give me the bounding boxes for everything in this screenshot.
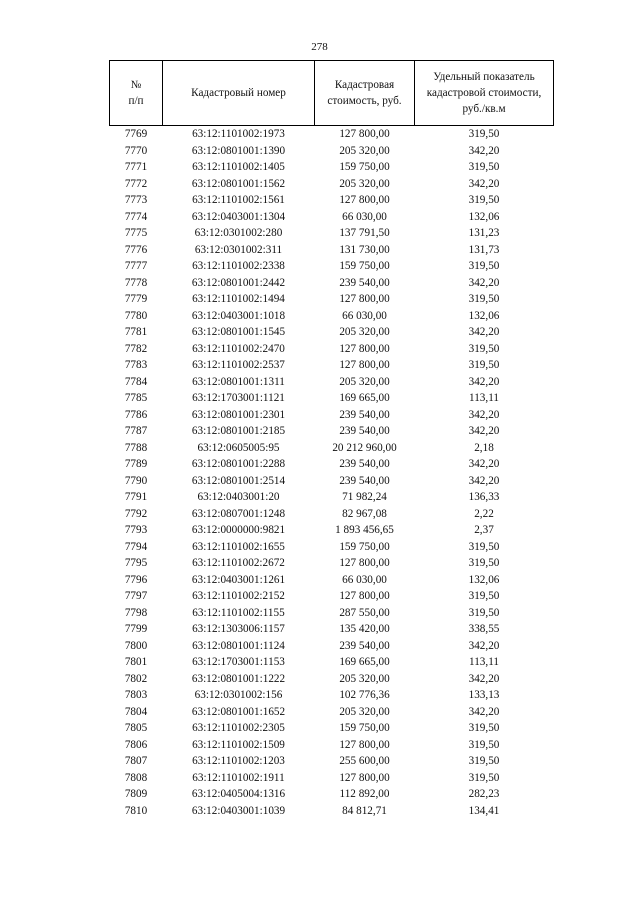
table-row <box>110 291 554 308</box>
specific-indicator-cell: 342,20 <box>468 177 500 190</box>
cadastral-value-cell: 239 540,00 <box>339 458 390 470</box>
cadastral-value-cell: 287 550,00 <box>339 606 390 619</box>
table-row <box>110 539 554 556</box>
specific-indicator-cell: 342,20 <box>468 425 500 437</box>
cadastral-number-cell: 63:12:1101002:2152 <box>192 590 285 602</box>
row-number-cell: 7775 <box>124 227 148 239</box>
cadastral-value-cell: 66 030,00 <box>342 210 387 223</box>
row-number-cell: 7776 <box>124 243 148 256</box>
header-cadastral-value: Кадастровая стоимость, руб. <box>315 61 415 126</box>
row-number-cell: 7792 <box>124 507 148 520</box>
row-number-cell: 7772 <box>124 177 148 190</box>
cadastral-value-cell: 1 893 456,65 <box>335 524 394 536</box>
cadastral-value-cell: 159 750,00 <box>339 260 390 272</box>
cadastral-value-cell: 239 540,00 <box>339 408 390 421</box>
row-number-cell: 7802 <box>124 672 148 685</box>
table-row <box>110 192 554 209</box>
header-number-sign: № <box>130 79 142 91</box>
table-row <box>110 242 554 259</box>
page-number: 278 <box>311 41 328 53</box>
cadastral-value-cell: 239 540,00 <box>339 639 390 652</box>
cadastral-value-cell: 71 982,24 <box>342 491 387 503</box>
table-row <box>110 374 554 391</box>
specific-indicator-cell: 319,50 <box>468 293 500 305</box>
table-row <box>110 159 554 176</box>
specific-indicator-cell: 342,20 <box>468 705 500 718</box>
cadastral-number-cell: 63:12:1101002:1405 <box>192 161 285 173</box>
row-number-cell: 7794 <box>124 540 148 553</box>
table-row <box>110 308 554 325</box>
cadastral-value-cell: 239 540,00 <box>339 474 390 487</box>
cadastral-value-cell: 135 420,00 <box>339 623 390 635</box>
row-number-cell: 7809 <box>124 788 148 800</box>
cadastral-number-cell: 63:12:0403001:1039 <box>191 804 286 817</box>
table-row <box>110 209 554 226</box>
specific-indicator-cell: 319,50 <box>468 161 500 173</box>
cadastral-value-cell: 205 320,00 <box>339 375 390 388</box>
table-row <box>110 588 554 605</box>
row-number-cell: 7784 <box>124 375 148 388</box>
row-number-cell: 7786 <box>124 408 148 421</box>
specific-indicator-cell: 342,20 <box>468 672 500 685</box>
specific-indicator-cell: 2,22 <box>474 507 494 520</box>
cadastral-value-cell: 131 730,00 <box>339 243 390 256</box>
specific-indicator-cell: 338,55 <box>468 623 500 635</box>
row-number-cell: 7806 <box>124 738 148 751</box>
table-row <box>110 506 554 523</box>
row-number-cell: 7799 <box>124 623 148 635</box>
specific-indicator-cell: 133,13 <box>468 689 500 701</box>
cadastral-number-cell: 63:12:1101002:2338 <box>192 260 285 272</box>
specific-indicator-cell: 342,20 <box>468 144 500 157</box>
row-number-cell: 7782 <box>124 342 148 355</box>
cadastral-number-cell: 63:12:0405004:1316 <box>191 788 286 800</box>
row-number-cell: 7800 <box>124 639 148 652</box>
row-number-cell: 7780 <box>124 309 148 322</box>
specific-indicator-cell: 2,18 <box>474 441 494 454</box>
table-row <box>110 770 554 787</box>
cadastral-value-cell: 205 320,00 <box>339 177 390 190</box>
specific-indicator-cell: 342,20 <box>468 375 500 388</box>
cadastral-number-cell: 63:12:0801001:1222 <box>191 672 286 685</box>
row-number-cell: 7796 <box>124 573 148 586</box>
row-number-cell: 7790 <box>124 474 148 487</box>
header-specific-indicator: Удельный показатель кадастровой стоимости, руб./кв.м <box>415 61 554 126</box>
specific-indicator-cell: 342,20 <box>468 474 500 487</box>
table-body <box>110 126 554 820</box>
table-row <box>110 671 554 688</box>
cadastral-number-cell: 63:12:0801001:2301 <box>191 408 286 421</box>
specific-indicator-cell: 319,50 <box>468 722 500 734</box>
cadastral-value-cell: 20 212 960,00 <box>332 441 397 454</box>
cadastral-number-cell: 63:12:0403001:1018 <box>191 309 286 322</box>
row-number-cell: 7787 <box>124 425 148 437</box>
cadastral-value-cell: 239 540,00 <box>339 425 390 437</box>
cadastral-value-cell: 112 892,00 <box>339 788 390 800</box>
cadastral-value-cell: 127 800,00 <box>339 738 390 751</box>
table-row <box>110 737 554 754</box>
row-number-cell: 7777 <box>124 260 148 272</box>
cadastral-value-cell: 205 320,00 <box>339 326 390 338</box>
cadastral-value-cell: 205 320,00 <box>339 672 390 685</box>
row-number-cell: 7789 <box>124 458 148 470</box>
table-row <box>110 357 554 374</box>
table-row <box>110 489 554 506</box>
cadastral-number-cell: 63:12:1101002:1203 <box>192 755 285 767</box>
specific-indicator-cell: 342,20 <box>468 639 500 652</box>
cadastral-number-cell: 63:12:1101002:1561 <box>192 194 285 206</box>
cadastral-value-cell: 127 800,00 <box>339 590 390 602</box>
specific-indicator-cell: 134,41 <box>468 804 500 817</box>
cadastral-number-cell: 63:12:1101002:2672 <box>192 557 285 569</box>
specific-indicator-cell: 342,20 <box>468 326 500 338</box>
table-row <box>110 753 554 770</box>
specific-indicator-cell: 319,50 <box>468 194 500 206</box>
specific-indicator-cell: 131,73 <box>468 243 500 256</box>
header-cadastral-number: Кадастровый номер <box>163 61 315 126</box>
table-row <box>110 638 554 655</box>
cadastral-number-cell: 63:12:0801001:1652 <box>191 705 286 718</box>
row-number-cell: 7770 <box>124 144 148 157</box>
cadastral-value-cell: 159 750,00 <box>339 161 390 173</box>
cadastral-number-cell: 63:12:1703001:1121 <box>192 392 285 404</box>
cadastral-number-cell: 63:12:1101002:1655 <box>192 540 285 553</box>
table-row <box>110 225 554 242</box>
row-number-cell: 7810 <box>124 804 148 817</box>
cadastral-number-cell: 63:12:1101002:1509 <box>192 738 285 751</box>
header-pp: п/п <box>128 95 144 107</box>
table-row <box>110 126 554 143</box>
table-row <box>110 324 554 341</box>
specific-indicator-cell: 319,50 <box>468 557 500 569</box>
cadastral-value-cell: 82 967,08 <box>342 507 387 520</box>
cadastral-value-cell: 66 030,00 <box>342 309 387 322</box>
cadastral-value-cell: 169 665,00 <box>339 656 390 668</box>
specific-indicator-cell: 131,23 <box>468 227 500 239</box>
cadastral-number-cell: 63:12:0801001:2514 <box>191 474 286 487</box>
specific-indicator-cell: 342,20 <box>468 458 500 470</box>
row-number-cell: 7771 <box>124 161 148 173</box>
cadastral-number-cell: 63:12:1303006:1157 <box>192 623 285 635</box>
row-number-cell: 7797 <box>124 590 148 602</box>
cadastral-number-cell: 63:12:1101002:1494 <box>192 293 285 305</box>
cadastral-value-cell: 169 665,00 <box>339 392 390 404</box>
table-row <box>110 621 554 638</box>
cadastral-number-cell: 63:12:0301002:156 <box>194 689 283 701</box>
row-number-cell: 7781 <box>124 326 148 338</box>
row-number-cell: 7803 <box>124 689 148 701</box>
table-row <box>110 572 554 589</box>
row-number-cell: 7804 <box>124 705 148 718</box>
cadastral-value-cell: 102 776,36 <box>339 689 390 701</box>
cadastral-number-cell: 63:12:0801001:2442 <box>191 276 286 289</box>
specific-indicator-cell: 282,23 <box>468 788 500 800</box>
cadastral-number-cell: 63:12:1101002:1973 <box>192 128 285 140</box>
cadastral-number-cell: 63:12:1703001:1153 <box>192 656 285 668</box>
cadastral-number-cell: 63:12:0801001:1390 <box>191 144 286 157</box>
cadastral-value-table <box>109 60 554 819</box>
cadastral-value-cell: 84 812,71 <box>342 804 387 817</box>
table-row <box>110 704 554 721</box>
row-number-cell: 7801 <box>124 656 148 668</box>
specific-indicator-cell: 136,33 <box>468 491 500 503</box>
specific-indicator-cell: 113,11 <box>469 392 499 404</box>
specific-indicator-cell: 319,50 <box>468 755 500 767</box>
row-number-cell: 7773 <box>124 194 148 206</box>
table-row <box>110 143 554 160</box>
row-number-cell: 7793 <box>124 524 148 536</box>
specific-indicator-cell: 132,06 <box>468 573 500 586</box>
row-number-cell: 7807 <box>124 755 148 767</box>
specific-indicator-cell: 319,50 <box>468 359 500 371</box>
specific-indicator-cell: 2,37 <box>474 524 494 536</box>
cadastral-value-cell: 127 800,00 <box>339 293 390 305</box>
table-row <box>110 456 554 473</box>
cadastral-number-cell: 63:12:1101002:2470 <box>192 342 285 355</box>
specific-indicator-cell: 132,06 <box>468 210 500 223</box>
specific-indicator-cell: 319,50 <box>468 738 500 751</box>
table-row <box>110 720 554 737</box>
row-number-cell: 7779 <box>124 293 148 305</box>
cadastral-value-cell: 127 800,00 <box>339 342 390 355</box>
cadastral-number-cell: 63:12:0807001:1248 <box>191 507 286 520</box>
table-row <box>110 423 554 440</box>
table-row <box>110 341 554 358</box>
cadastral-number-cell: 63:12:0801001:2185 <box>191 425 286 437</box>
specific-indicator-cell: 342,20 <box>468 276 500 289</box>
cadastral-number-cell: 63:12:0000000:9821 <box>191 524 286 536</box>
cadastral-number-cell: 63:12:0301002:311 <box>194 243 283 256</box>
row-number-cell: 7791 <box>124 491 148 503</box>
cadastral-value-cell: 205 320,00 <box>339 144 390 157</box>
table-row <box>110 440 554 457</box>
table-row <box>110 687 554 704</box>
row-number-cell: 7778 <box>124 276 148 289</box>
row-number-cell: 7805 <box>124 722 148 734</box>
cadastral-value-cell: 159 750,00 <box>339 722 390 734</box>
header-row-number <box>110 61 163 126</box>
specific-indicator-cell: 319,50 <box>468 260 500 272</box>
cadastral-value-cell: 127 800,00 <box>339 771 390 784</box>
table-row <box>110 605 554 622</box>
cadastral-number-cell: 63:12:0605005:95 <box>197 441 280 454</box>
cadastral-value-cell: 127 800,00 <box>339 557 390 569</box>
cadastral-number-cell: 63:12:1101002:1155 <box>192 606 285 619</box>
specific-indicator-cell: 319,50 <box>468 590 500 602</box>
cadastral-number-cell: 63:12:1101002:1911 <box>192 771 285 784</box>
cadastral-number-cell: 63:12:0403001:1304 <box>191 210 286 223</box>
row-number-cell: 7798 <box>124 606 148 619</box>
row-number-cell: 7785 <box>124 392 148 404</box>
row-number-cell: 7769 <box>124 128 148 140</box>
cadastral-number-cell: 63:12:0801001:1562 <box>191 177 286 190</box>
cadastral-value-cell: 255 600,00 <box>339 755 390 767</box>
cadastral-value-cell: 127 800,00 <box>339 359 390 371</box>
cadastral-value-cell: 127 800,00 <box>339 194 390 206</box>
cadastral-value-cell: 205 320,00 <box>339 705 390 718</box>
specific-indicator-cell: 319,50 <box>468 771 500 784</box>
cadastral-value-cell: 137 791,50 <box>339 227 390 239</box>
cadastral-value-cell: 239 540,00 <box>339 276 390 289</box>
table-row <box>110 258 554 275</box>
cadastral-value-cell: 66 030,00 <box>342 573 387 586</box>
cadastral-number-cell: 63:12:0801001:1124 <box>192 639 285 652</box>
table-row <box>110 803 554 820</box>
row-number-cell: 7808 <box>124 771 148 784</box>
row-number-cell: 7795 <box>124 557 148 569</box>
cadastral-number-cell: 63:12:0403001:20 <box>197 491 280 503</box>
table-row <box>110 176 554 193</box>
cadastral-number-cell: 63:12:0801001:1545 <box>191 326 286 338</box>
table-row <box>110 555 554 572</box>
specific-indicator-cell: 113,11 <box>469 656 499 668</box>
cadastral-number-cell: 63:12:0801001:2288 <box>191 458 286 470</box>
table-row <box>110 522 554 539</box>
cadastral-value-cell: 159 750,00 <box>339 540 390 553</box>
specific-indicator-cell: 342,20 <box>468 408 500 421</box>
cadastral-number-cell: 63:12:0403001:1261 <box>191 573 286 586</box>
table-row <box>110 407 554 424</box>
cadastral-number-cell: 63:12:1101002:2305 <box>192 722 285 734</box>
specific-indicator-cell: 319,50 <box>468 540 500 553</box>
cadastral-value-cell: 127 800,00 <box>339 128 390 140</box>
table-row <box>110 786 554 803</box>
table-row <box>110 654 554 671</box>
table-row <box>110 473 554 490</box>
specific-indicator-cell: 132,06 <box>468 309 500 322</box>
row-number-cell: 7783 <box>124 359 148 371</box>
table-header <box>110 61 554 126</box>
specific-indicator-cell: 319,50 <box>468 342 500 355</box>
cadastral-number-cell: 63:12:0301002:280 <box>194 227 283 239</box>
specific-indicator-cell: 319,50 <box>468 128 500 140</box>
row-number-cell: 7774 <box>124 210 148 223</box>
specific-indicator-cell: 319,50 <box>468 606 500 619</box>
row-number-cell: 7788 <box>124 441 148 454</box>
cadastral-number-cell: 63:12:0801001:1311 <box>192 375 285 388</box>
cadastral-number-cell: 63:12:1101002:2537 <box>192 359 285 371</box>
table-row <box>110 390 554 407</box>
table-row <box>110 275 554 292</box>
